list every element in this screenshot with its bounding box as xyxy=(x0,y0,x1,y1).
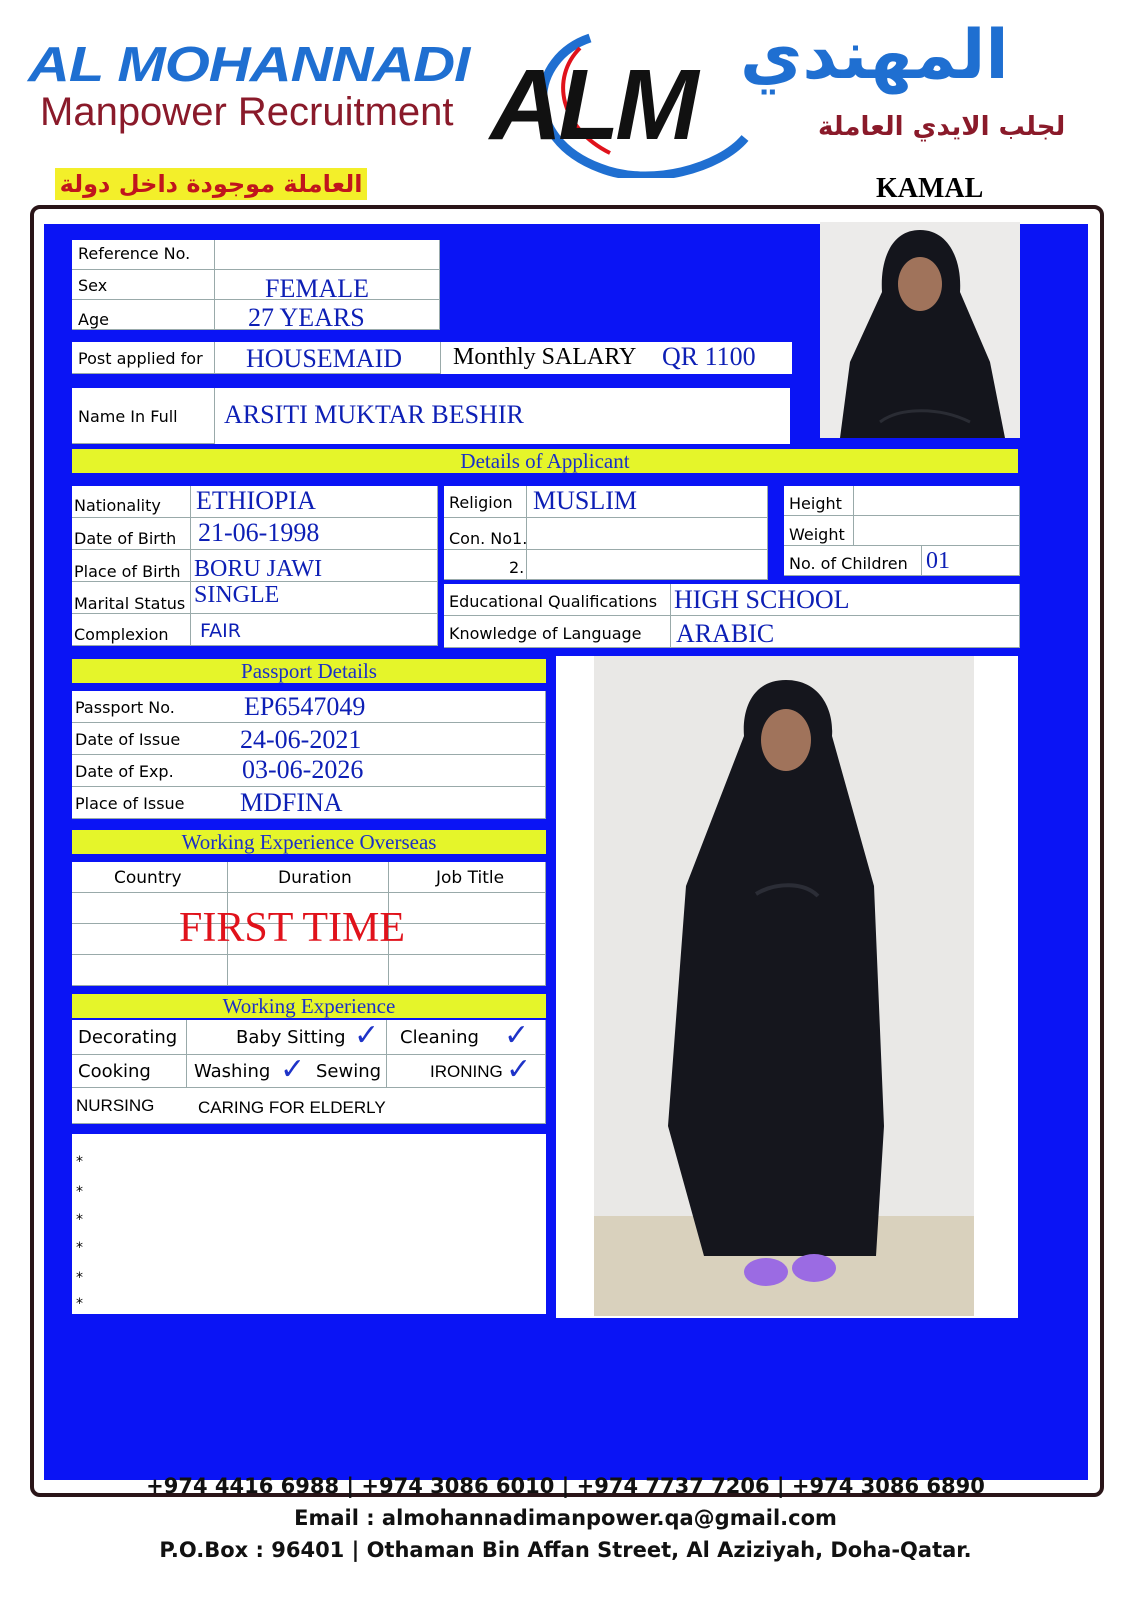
sex-value: FEMALE xyxy=(265,274,369,303)
details-left-table xyxy=(72,486,438,646)
marital-value: SINGLE xyxy=(194,582,280,608)
passport-no-value: EP6547049 xyxy=(244,692,366,721)
marital-label: Marital Status xyxy=(74,594,186,613)
name-row xyxy=(72,388,790,444)
complexion-value: FAIR xyxy=(200,620,241,642)
skill-caring-elderly: CARING FOR ELDERLY xyxy=(198,1098,386,1117)
washing-check-icon: ✓ xyxy=(280,1052,306,1087)
pob-value: BORU JAWI xyxy=(194,556,323,582)
salary-value: QR 1100 xyxy=(662,342,756,371)
age-value: 27 YEARS xyxy=(248,303,365,332)
overseas-table xyxy=(72,862,546,986)
first-time-stamp: FIRST TIME xyxy=(179,905,405,951)
skill-ironing: IRONING xyxy=(430,1062,503,1081)
nationality-value: ETHIOPIA xyxy=(196,486,316,515)
issue-date-value: 24-06-2021 xyxy=(240,725,362,754)
lang-value: ARABIC xyxy=(676,619,775,648)
sex-label: Sex xyxy=(78,276,108,295)
dob-label: Date of Birth xyxy=(74,529,177,548)
height-label: Height xyxy=(789,494,842,513)
skill-cleaning: Cleaning xyxy=(400,1027,479,1048)
cleaning-check-icon: ✓ xyxy=(504,1018,530,1053)
details-right-table xyxy=(784,486,1020,576)
note-bullet: * xyxy=(76,1270,83,1286)
footer-email: Email : almohannadimanpower.qa@gmail.com xyxy=(294,1506,837,1530)
skill-sewing: Sewing xyxy=(316,1061,382,1082)
exp-date-label: Date of Exp. xyxy=(75,762,174,781)
religion-value: MUSLIM xyxy=(533,486,638,515)
children-value: 01 xyxy=(926,548,950,574)
agent-name: KAMAL xyxy=(876,173,984,204)
notes-box xyxy=(72,1134,546,1314)
skill-washing: Washing xyxy=(194,1061,271,1082)
lang-label: Knowledge of Language xyxy=(449,624,642,643)
issue-place-value: MDFINA xyxy=(240,788,343,817)
note-bullet: * xyxy=(76,1212,83,1228)
dob-value: 21-06-1998 xyxy=(198,518,320,547)
education-table xyxy=(444,584,1020,648)
note-bullet: * xyxy=(76,1154,83,1170)
portrait-photo xyxy=(820,222,1020,438)
exp-date-value: 03-06-2026 xyxy=(242,755,364,784)
skill-baby-sitting: Baby Sitting xyxy=(236,1027,346,1048)
post-value: HOUSEMAID xyxy=(246,344,402,373)
edu-value: HIGH SCHOOL xyxy=(674,585,850,614)
skill-nursing: NURSING xyxy=(76,1096,155,1115)
basic-info-table xyxy=(72,240,440,330)
col-job-title: Job Title xyxy=(436,868,505,888)
ironing-check-icon: ✓ xyxy=(506,1052,532,1087)
baby-sitting-check-icon: ✓ xyxy=(354,1018,380,1053)
post-row xyxy=(72,342,792,374)
age-label: Age xyxy=(78,310,109,329)
children-label: No. of Children xyxy=(789,554,908,573)
pob-label: Place of Birth xyxy=(74,562,181,581)
con1-label: Con. No1. xyxy=(449,529,528,548)
col-duration: Duration xyxy=(278,868,352,888)
issue-date-label: Date of Issue xyxy=(75,730,181,749)
reference-label: Reference No. xyxy=(78,244,191,263)
name-label: Name In Full xyxy=(78,407,178,426)
post-label: Post applied for xyxy=(78,349,203,368)
weight-label: Weight xyxy=(789,525,845,544)
overseas-title: Working Experience Overseas xyxy=(72,830,546,854)
passport-title: Passport Details xyxy=(72,659,546,683)
note-bullet: * xyxy=(76,1184,83,1200)
company-logo-ar: المهندي xyxy=(740,16,1009,95)
full-body-figure-icon xyxy=(556,656,1018,1318)
con2-label: 2. xyxy=(509,558,525,577)
footer-address: P.O.Box : 96401 | Othaman Bin Affan Street, Al Aziziyah, Doha-Qatar. xyxy=(159,1538,972,1562)
religion-label: Religion xyxy=(449,493,513,512)
note-bullet: * xyxy=(76,1240,83,1256)
skill-decorating: Decorating xyxy=(78,1027,178,1048)
full-body-photo xyxy=(556,656,1018,1318)
col-country: Country xyxy=(114,868,182,888)
issue-place-label: Place of Issue xyxy=(75,794,185,813)
details-middle-table xyxy=(444,486,768,580)
footer-phones: +974 4416 6988 | +974 3086 6010 | +974 7737 7206 | +974 3086 6890 xyxy=(146,1474,985,1498)
alm-logo: ALM xyxy=(490,49,695,161)
company-subtitle-ar: لجلب الايدي العاملة xyxy=(818,112,1066,142)
company-subtitle: Manpower Recruitment xyxy=(40,90,454,134)
salary-label: Monthly SALARY xyxy=(453,344,637,370)
edu-label: Educational Qualifications xyxy=(449,592,658,611)
skill-cooking: Cooking xyxy=(78,1061,151,1082)
location-notice: العاملة موجودة داخل دولة xyxy=(55,168,367,200)
note-bullet: * xyxy=(76,1296,83,1312)
experience-table xyxy=(72,1020,546,1124)
complexion-label: Complexion xyxy=(74,625,169,644)
experience-title: Working Experience xyxy=(72,994,546,1018)
name-value: ARSITI MUKTAR BESHIR xyxy=(224,400,524,429)
details-title: Details of Applicant xyxy=(72,449,1018,473)
portrait-figure-icon xyxy=(820,222,1020,438)
company-logo-en: AL MOHANNADI xyxy=(28,36,470,92)
nationality-label: Nationality xyxy=(74,496,161,515)
passport-table xyxy=(72,691,546,819)
passport-no-label: Passport No. xyxy=(75,698,175,717)
